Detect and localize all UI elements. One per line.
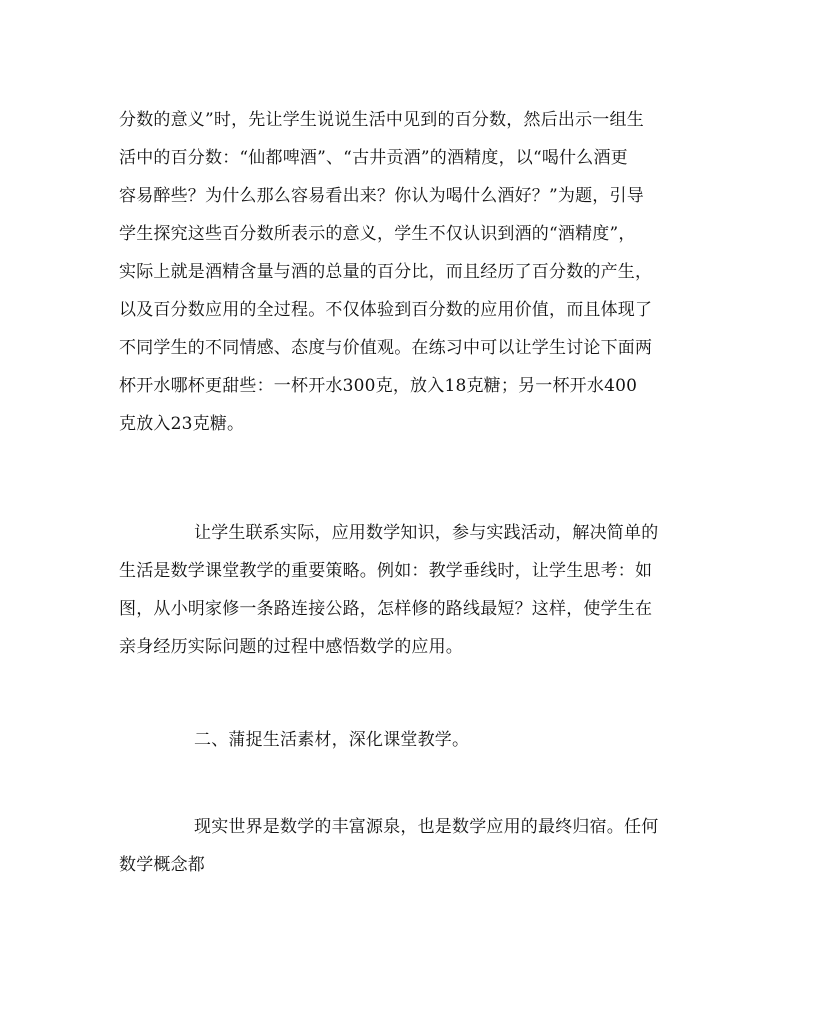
section-heading: 二、蒲捉生活素材，深化课堂教学。: [194, 730, 470, 750]
paragraph-1-line-3: 容易醉些？为什么那么容易看出来？你认为喝什么酒好？”为题，引导: [119, 186, 644, 206]
paragraph-3-line-1: 现实世界是数学的丰富源泉，也是数学应用的最终归宿。任何: [194, 817, 659, 837]
paragraph-1-line-1: 分数的意义”时，先让学生说说生活中见到的百分数，然后出示一组生: [119, 110, 644, 130]
paragraph-1-line-9: 克放入23克糖。: [119, 414, 245, 434]
paragraph-2-line-2: 生活是数学课堂教学的重要策略。例如：教学垂线时，让学生思考：如: [119, 561, 653, 581]
paragraph-1-line-4: 学生探究这些百分数所表示的意义，学生不仅认识到酒的“酒精度”，: [119, 224, 636, 244]
paragraph-1-line-6: 以及百分数应用的全过程。不仅体验到百分数的应用价值，而且体现了: [119, 300, 653, 320]
paragraph-1-line-8: 杯开水哪杯更甜些：一杯开水300克，放入18克糖；另一杯开水400: [119, 376, 638, 396]
paragraph-2-line-3: 图，从小明家修一条路连接公路，怎样修的路线最短？这样，使学生在: [119, 599, 653, 619]
paragraph-1-line-2: 活中的百分数：“仙都啤酒”、“古井贡酒”的酒精度，以“喝什么酒更: [119, 148, 628, 168]
paragraph-1-line-7: 不同学生的不同情感、态度与价值观。在练习中可以让学生讨论下面两: [119, 338, 653, 358]
paragraph-2-line-4: 亲身经历实际问题的过程中感悟数学的应用。: [119, 637, 463, 657]
paragraph-2-line-1: 让学生联系实际，应用数学知识，参与实践活动，解决简单的: [194, 523, 659, 543]
paragraph-1-line-5: 实际上就是酒精含量与酒的总量的百分比，而且经历了百分数的产生，: [119, 262, 653, 282]
paragraph-3-line-2: 数学概念都: [119, 855, 205, 875]
